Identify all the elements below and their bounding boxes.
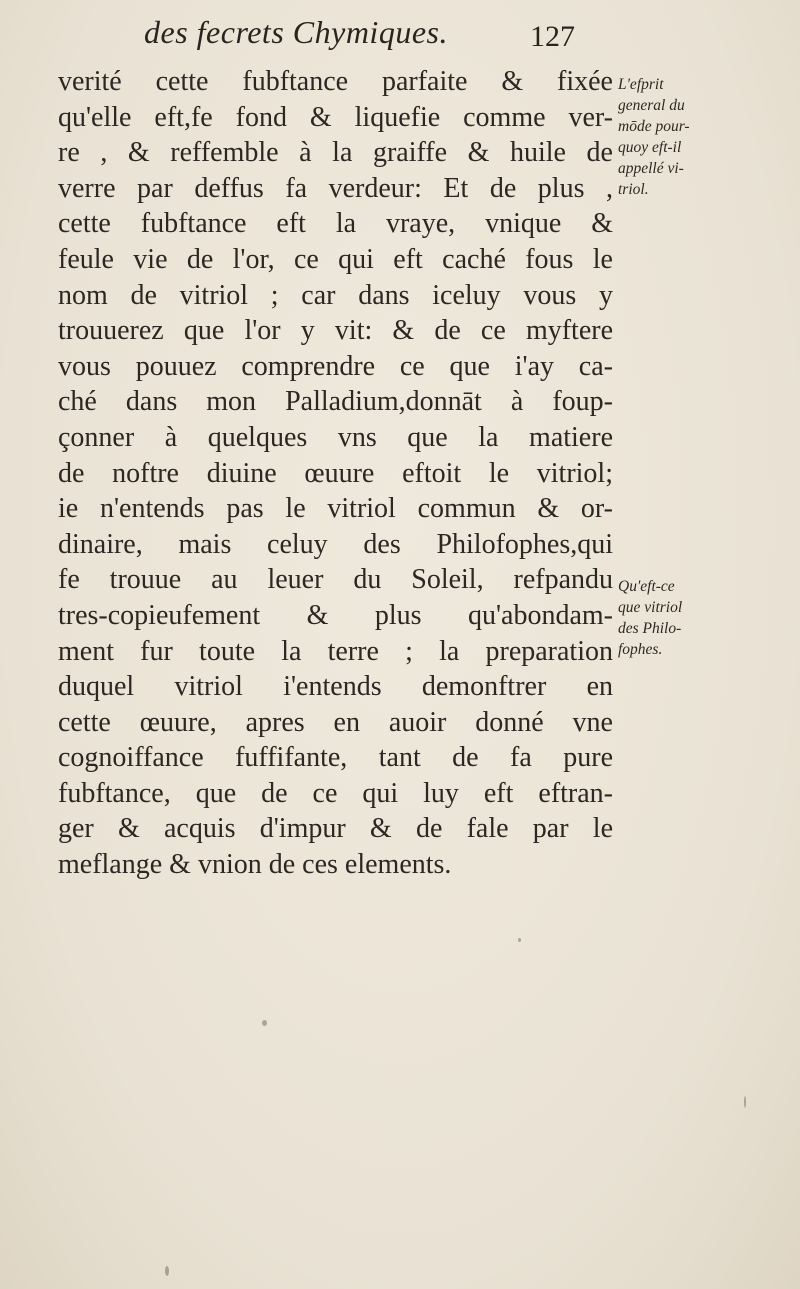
text-line: cette fubftance eft la vraye, vnique & <box>58 208 613 240</box>
text-line: re , & reffemble à la graiffe & huile de <box>58 137 613 169</box>
body-text <box>58 64 613 883</box>
text-line: trouuerez que l'or y vit: & de ce myftere <box>58 315 613 347</box>
text-line: de noftre diuine œuure eftoit le vitriol; <box>58 457 613 489</box>
margin-note-line: fophes. <box>618 641 663 658</box>
text-line: nom de vitriol ; car dans iceluy vous y <box>58 279 613 311</box>
text-line: meflange & vnion de ces elements. <box>58 849 452 881</box>
text-line: ie n'entends pas le vitriol commun & or- <box>58 493 613 525</box>
text-line: tres-copieufement & plus qu'abondam- <box>58 599 613 631</box>
margin-note-line: des Philo- <box>618 620 682 637</box>
margin-note-line: general du <box>618 97 685 114</box>
text-line: feule vie de l'or, ce qui eft caché fous le <box>58 243 613 275</box>
text-line: duquel vitriol i'entends demonftrer en <box>58 671 613 703</box>
text-line: ment fur toute la terre ; la preparation <box>58 635 613 667</box>
text-line: cognoiffance fuffifante, tant de fa pure <box>58 742 613 774</box>
margin-note-line: Qu'eft-ce <box>618 578 675 595</box>
margin-note-line: que vitriol <box>618 599 683 616</box>
margin-note <box>618 74 690 200</box>
running-title: des fecrets Chymiques. <box>144 14 448 50</box>
margin-note <box>618 576 682 660</box>
text-line: cette œuure, apres en auoir donné vne <box>58 706 613 738</box>
paper-speck <box>744 1096 746 1108</box>
text-line: çonner à quelques vns que la matiere <box>58 421 613 453</box>
text-line: fubftance, que de ce qui luy eft eftran- <box>58 777 613 809</box>
text-line: verité cette fubftance parfaite & fixée <box>58 66 613 97</box>
text-line: ger & acquis d'impur & de fale par le <box>58 813 613 845</box>
text-line: qu'elle eft,fe fond & liquefie comme ver- <box>58 101 613 133</box>
page-number: 127 <box>530 20 575 53</box>
text-line: verre par deffus fa verdeur: Et de plus , <box>58 172 613 204</box>
text-line: fe trouue au leuer du Soleil, refpandu <box>58 564 613 596</box>
margin-note-line: mōde pour- <box>618 118 690 135</box>
paper-speck <box>165 1266 169 1276</box>
page-header <box>140 10 660 62</box>
text-line: vous pouuez comprendre ce que i'ay ca- <box>58 350 613 382</box>
paper-speck <box>518 938 521 942</box>
text-line: dinaire, mais celuy des Philofophes,qui <box>58 528 613 560</box>
margin-note-line: triol. <box>618 181 649 198</box>
margin-note-line: quoy eft-il <box>618 139 682 156</box>
paper-speck <box>262 1020 267 1026</box>
margin-note-line: appellé vi- <box>618 160 684 177</box>
text-line: ché dans mon Palladium,donnāt à foup- <box>58 386 613 418</box>
margin-note-line: L'efprit <box>618 76 664 93</box>
